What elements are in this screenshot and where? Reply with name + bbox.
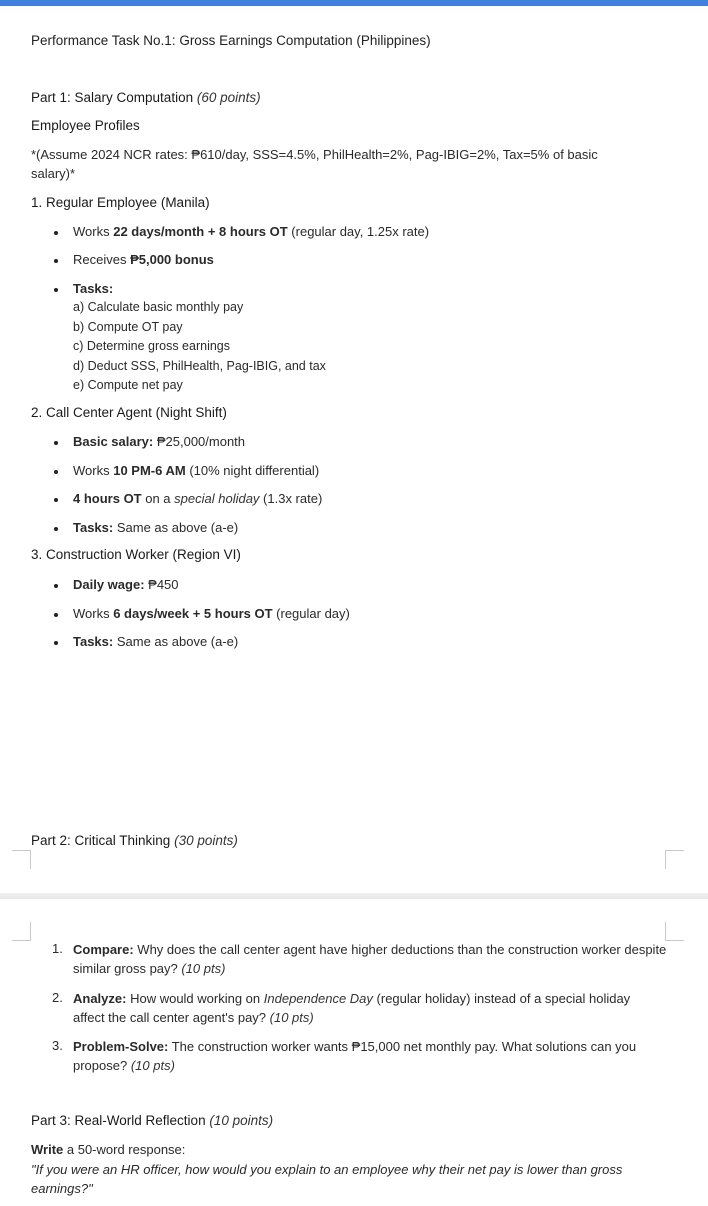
part3-heading [31,1113,273,1128]
bullet-suffix: ₱25,000/month [153,434,246,449]
question-text: Why does the call center agent have higher deductions than the construction worker despite similar gross pay? [73,942,667,976]
page-margin-corner [12,850,31,869]
bullet-icon [54,231,58,235]
bullet-icon [54,613,58,617]
employee-2-bullet-4 [73,520,238,535]
employee-1-heading: 1. Regular Employee (Manila) [31,195,210,210]
employee-2-bullet-3 [73,491,322,506]
question-number: 1. [52,941,63,956]
employee-1-bullet-3 [73,281,113,296]
part1-heading-text: Part 1: Salary Computation [31,90,194,105]
bullet-prefix: Works [73,463,114,478]
part3-instruction [31,1142,185,1157]
question-label: Problem-Solve: [73,1039,169,1054]
task-item: c) Determine gross earnings [73,339,231,353]
top-toolbar-bar [0,0,708,6]
bullet-icon [54,441,58,445]
bullet-bold: Tasks: [73,281,114,296]
task-item: d) Deduct SSS, PhilHealth, Pag-IBIG, and tax [73,358,326,373]
bullet-suffix: Same as above (a-e) [113,520,239,535]
bullet-bold: ₱5,000 bonus [130,252,214,267]
bullet-icon [54,584,58,588]
question-number: 2. [52,990,63,1005]
employee-profiles-heading: Employee Profiles [31,118,140,133]
question-text: How would working on [126,991,264,1006]
question-2 [73,989,633,1027]
bullet-bold: 6 days/week + 5 hours OT [113,606,273,621]
bullet-bold: Daily wage: [73,577,145,592]
question-3 [73,1037,663,1075]
page-margin-corner [665,922,684,941]
part3-heading-text: Part 3: Real-World Reflection [31,1113,206,1128]
bullet-bold: 10 PM-6 AM [113,463,186,478]
bullet-icon [54,288,58,292]
bullet-icon [54,641,58,645]
employee-3-bullet-2 [73,606,350,621]
question-text: (regular holiday) instead of a special holiday affect the call center agent's pay? [73,991,631,1025]
bullet-icon [54,259,58,263]
document-title: Performance Task No.1: Gross Earnings Computation (Philippines) [31,33,431,48]
employee-2-bullet-1 [73,434,245,449]
part2-heading [31,833,238,848]
employee-1-task-list [73,298,326,396]
employee-3-heading: 3. Construction Worker (Region VI) [31,547,241,562]
bullet-suffix: (regular day) [272,606,350,621]
page-break [0,893,708,899]
part3-prompt: "If you were an HR officer, how would you explain to an employee why their net pay is lower than gross earnings?" [31,1162,623,1196]
bullet-suffix: (10% night differential) [185,463,320,478]
bullet-italic: special holiday [174,491,260,506]
bullet-icon [54,527,58,531]
employee-3-bullet-3 [73,634,238,649]
question-italic: Independence Day [263,991,373,1006]
employee-2-bullet-2 [73,463,319,478]
question-points: (10 pts) [269,1010,314,1025]
question-label: Compare: [73,942,134,957]
instruction-bold: Write [31,1142,64,1157]
question-points: (10 pts) [130,1058,175,1073]
task-item: a) Calculate basic monthly pay [73,300,244,314]
question-1 [73,940,673,978]
question-text: The construction worker wants ₱15,000 net monthly pay. What solutions can you propose? [73,1039,637,1073]
page-margin-corner [665,850,684,869]
employee-2-heading: 2. Call Center Agent (Night Shift) [31,405,227,420]
assumption-line-2: salary)* [31,166,76,181]
bullet-icon [54,470,58,474]
bullet-suffix: (1.3x rate) [259,491,323,506]
question-label: Analyze: [73,991,127,1006]
question-points: (10 pts) [181,961,226,976]
bullet-suffix: on a [141,491,175,506]
bullet-icon [54,498,58,502]
part3-points: (10 points) [209,1113,274,1128]
bullet-bold: Basic salary: [73,434,154,449]
bullet-prefix: Works [73,224,114,239]
bullet-bold: Tasks: [73,520,114,535]
bullet-bold: 4 hours OT [73,491,142,506]
bullet-suffix: Same as above (a-e) [113,634,239,649]
task-item: b) Compute OT pay [73,319,183,334]
bullet-bold: Tasks: [73,634,114,649]
bullet-suffix: ₱450 [144,577,179,592]
assumption-line-1: *(Assume 2024 NCR rates: ₱610/day, SSS=4.5%, PhilHealth=2%, Pag-IBIG=2%, Tax=5% of basic [31,147,598,162]
bullet-prefix: Receives [73,252,131,267]
employee-3-bullet-1 [73,577,179,592]
part1-points: (60 points) [196,90,261,105]
employee-1-bullet-2 [73,252,214,267]
bullet-prefix: Works [73,606,114,621]
task-item: e) Compute net pay [73,378,183,392]
question-number: 3. [52,1038,63,1053]
employee-1-bullet-1 [73,224,429,239]
instruction-text: a 50-word response: [63,1142,186,1157]
bullet-suffix: (regular day, 1.25x rate) [287,224,430,239]
part2-points: (30 points) [174,833,238,848]
part2-heading-text: Part 2: Critical Thinking [31,833,171,848]
bullet-bold: 22 days/month + 8 hours OT [113,224,288,239]
page-margin-corner [12,922,31,941]
part1-heading [31,90,261,105]
